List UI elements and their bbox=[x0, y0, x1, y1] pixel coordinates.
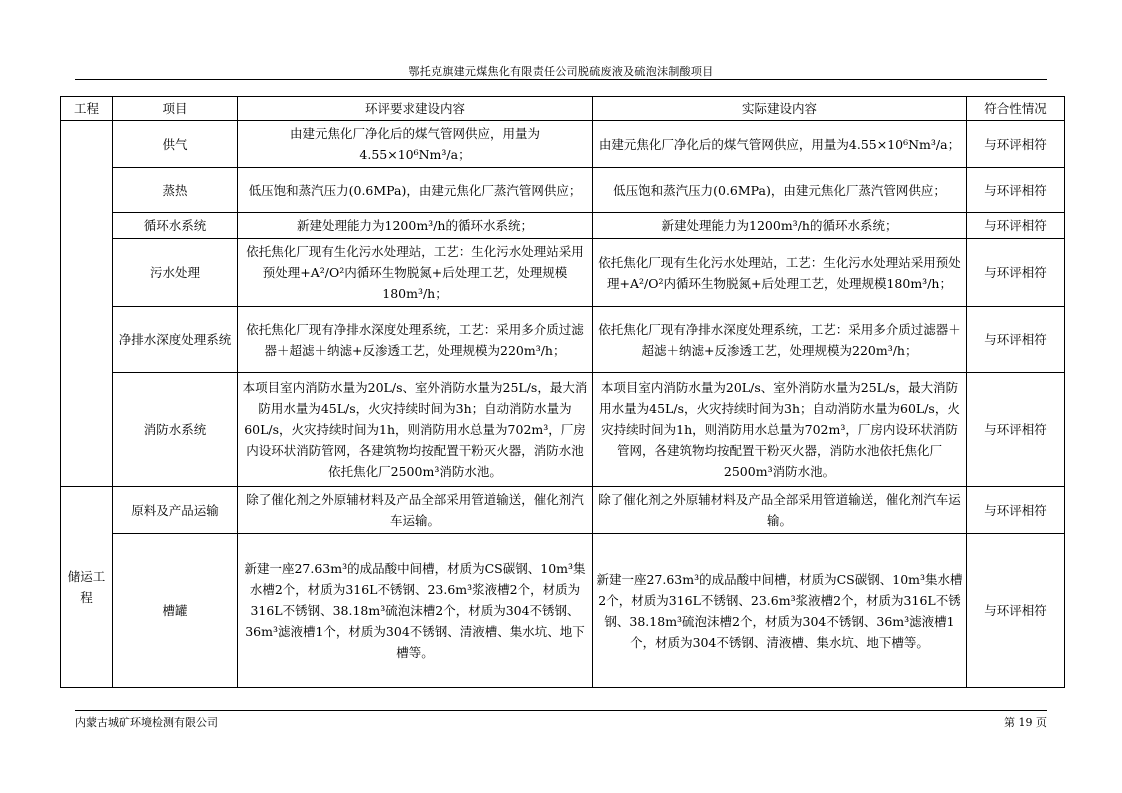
table-row bbox=[61, 168, 1065, 213]
required-cell: 依托焦化厂现有生化污水处理站，工艺：生化污水处理站采用预处理+A²/O²内循环生物脱氮+后处理工艺，处理规模180m³/h； bbox=[238, 239, 593, 307]
table-row bbox=[61, 373, 1065, 487]
actual-cell: 低压饱和蒸汽压力(0.6MPa)，由建元焦化厂蒸汽管网供应； bbox=[593, 168, 967, 213]
item-cell: 污水处理 bbox=[113, 239, 238, 307]
status-cell: 与环评相符 bbox=[967, 168, 1065, 213]
status-cell: 与环评相符 bbox=[967, 213, 1065, 239]
table-row bbox=[61, 121, 1065, 168]
status-cell: 与环评相符 bbox=[967, 121, 1065, 168]
actual-cell: 新建一座27.63m³的成品酸中间槽，材质为CS碳钢、10m³集水槽2个，材质为316L不锈钢、23.6m³浆液槽2个，材质为316L不锈钢、38.18m³硫泡沫槽2个，材质为304不锈钢、36m³滤液槽1个，材质为304不锈钢、清液槽、集水坑、地下槽等。 bbox=[593, 534, 967, 688]
group-cell-public bbox=[61, 121, 113, 487]
col-header-item: 项目 bbox=[113, 97, 238, 121]
group-cell-storage: 储运工程 bbox=[61, 487, 113, 688]
col-header-engineering: 工程 bbox=[61, 97, 113, 121]
item-cell: 净排水深度处理系统 bbox=[113, 307, 238, 373]
col-header-required: 环评要求建设内容 bbox=[238, 97, 593, 121]
item-cell: 循环水系统 bbox=[113, 213, 238, 239]
col-header-status: 符合性情况 bbox=[967, 97, 1065, 121]
table-header-row bbox=[61, 97, 1065, 121]
footer-divider bbox=[75, 710, 1047, 711]
status-cell: 与环评相符 bbox=[967, 373, 1065, 487]
footer-company: 内蒙古城矿环境检测有限公司 bbox=[75, 716, 218, 729]
required-cell: 除了催化剂之外原辅材料及产品全部采用管道输送，催化剂汽车运输。 bbox=[238, 487, 593, 534]
table-row bbox=[61, 307, 1065, 373]
item-cell: 槽罐 bbox=[113, 534, 238, 688]
document-header-title: 鄂托克旗建元煤焦化有限责任公司脱硫废液及硫泡沫制酸项目 bbox=[408, 65, 714, 78]
required-cell: 本项目室内消防水量为20L/s、室外消防水量为25L/s，最大消防用水量为45L/s，火灾持续时间为3h；自动消防水量为60L/s，火灾持续时间为1h，则消防用水总量为702m³，厂房内设环状消防管网，各建筑物均按配置干粉灭火器，消防水池依托焦化厂2500m³消防水池。 bbox=[238, 373, 593, 487]
table-row bbox=[61, 487, 1065, 534]
item-cell: 消防水系统 bbox=[113, 373, 238, 487]
required-cell: 依托焦化厂现有净排水深度处理系统，工艺：采用多介质过滤器＋超滤＋纳滤+反渗透工艺，处理规模为220m³/h； bbox=[238, 307, 593, 373]
actual-cell: 依托焦化厂现有净排水深度处理系统，工艺：采用多介质过滤器＋超滤＋纳滤+反渗透工艺，处理规模为220m³/h； bbox=[593, 307, 967, 373]
construction-comparison-table bbox=[60, 96, 1065, 688]
item-cell: 蒸热 bbox=[113, 168, 238, 213]
required-cell: 新建处理能力为1200m³/h的循环水系统； bbox=[238, 213, 593, 239]
status-cell: 与环评相符 bbox=[967, 307, 1065, 373]
status-cell: 与环评相符 bbox=[967, 487, 1065, 534]
item-cell: 供气 bbox=[113, 121, 238, 168]
table-row bbox=[61, 534, 1065, 688]
item-cell: 原料及产品运输 bbox=[113, 487, 238, 534]
required-cell: 新建一座27.63m³的成品酸中间槽，材质为CS碳钢、10m³集水槽2个，材质为316L不锈钢、23.6m³浆液槽2个，材质为316L不锈钢、38.18m³硫泡沫槽2个，材质为304不锈钢、36m³滤液槽1个，材质为304不锈钢、清液槽、集水坑、地下槽等。 bbox=[238, 534, 593, 688]
actual-cell: 除了催化剂之外原辅材料及产品全部采用管道输送，催化剂汽车运输。 bbox=[593, 487, 967, 534]
table-row bbox=[61, 213, 1065, 239]
actual-cell: 由建元焦化厂净化后的煤气管网供应，用量为4.55×10⁶Nm³/a； bbox=[593, 121, 967, 168]
actual-cell: 依托焦化厂现有生化污水处理站，工艺：生化污水处理站采用预处理+A²/O²内循环生物脱氮+后处理工艺，处理规模180m³/h； bbox=[593, 239, 967, 307]
col-header-actual: 实际建设内容 bbox=[593, 97, 967, 121]
actual-cell: 本项目室内消防水量为20L/s、室外消防水量为25L/s，最大消防用水量为45L/s，火灾持续时间为3h；自动消防水量为60L/s，火灾持续时间为1h，则消防用水总量为702m³，厂房内设环状消防管网，各建筑物均按配置干粉灭火器，消防水池依托焦化厂2500m³消防水池。 bbox=[593, 373, 967, 487]
footer-page-number: 第 19 页 bbox=[1004, 716, 1047, 729]
actual-cell: 新建处理能力为1200m³/h的循环水系统； bbox=[593, 213, 967, 239]
required-cell: 由建元焦化厂净化后的煤气管网供应，用量为4.55×10⁶Nm³/a； bbox=[238, 121, 593, 168]
status-cell: 与环评相符 bbox=[967, 534, 1065, 688]
table-row bbox=[61, 239, 1065, 307]
header-divider bbox=[75, 79, 1047, 80]
status-cell: 与环评相符 bbox=[967, 239, 1065, 307]
required-cell: 低压饱和蒸汽压力(0.6MPa)，由建元焦化厂蒸汽管网供应； bbox=[238, 168, 593, 213]
